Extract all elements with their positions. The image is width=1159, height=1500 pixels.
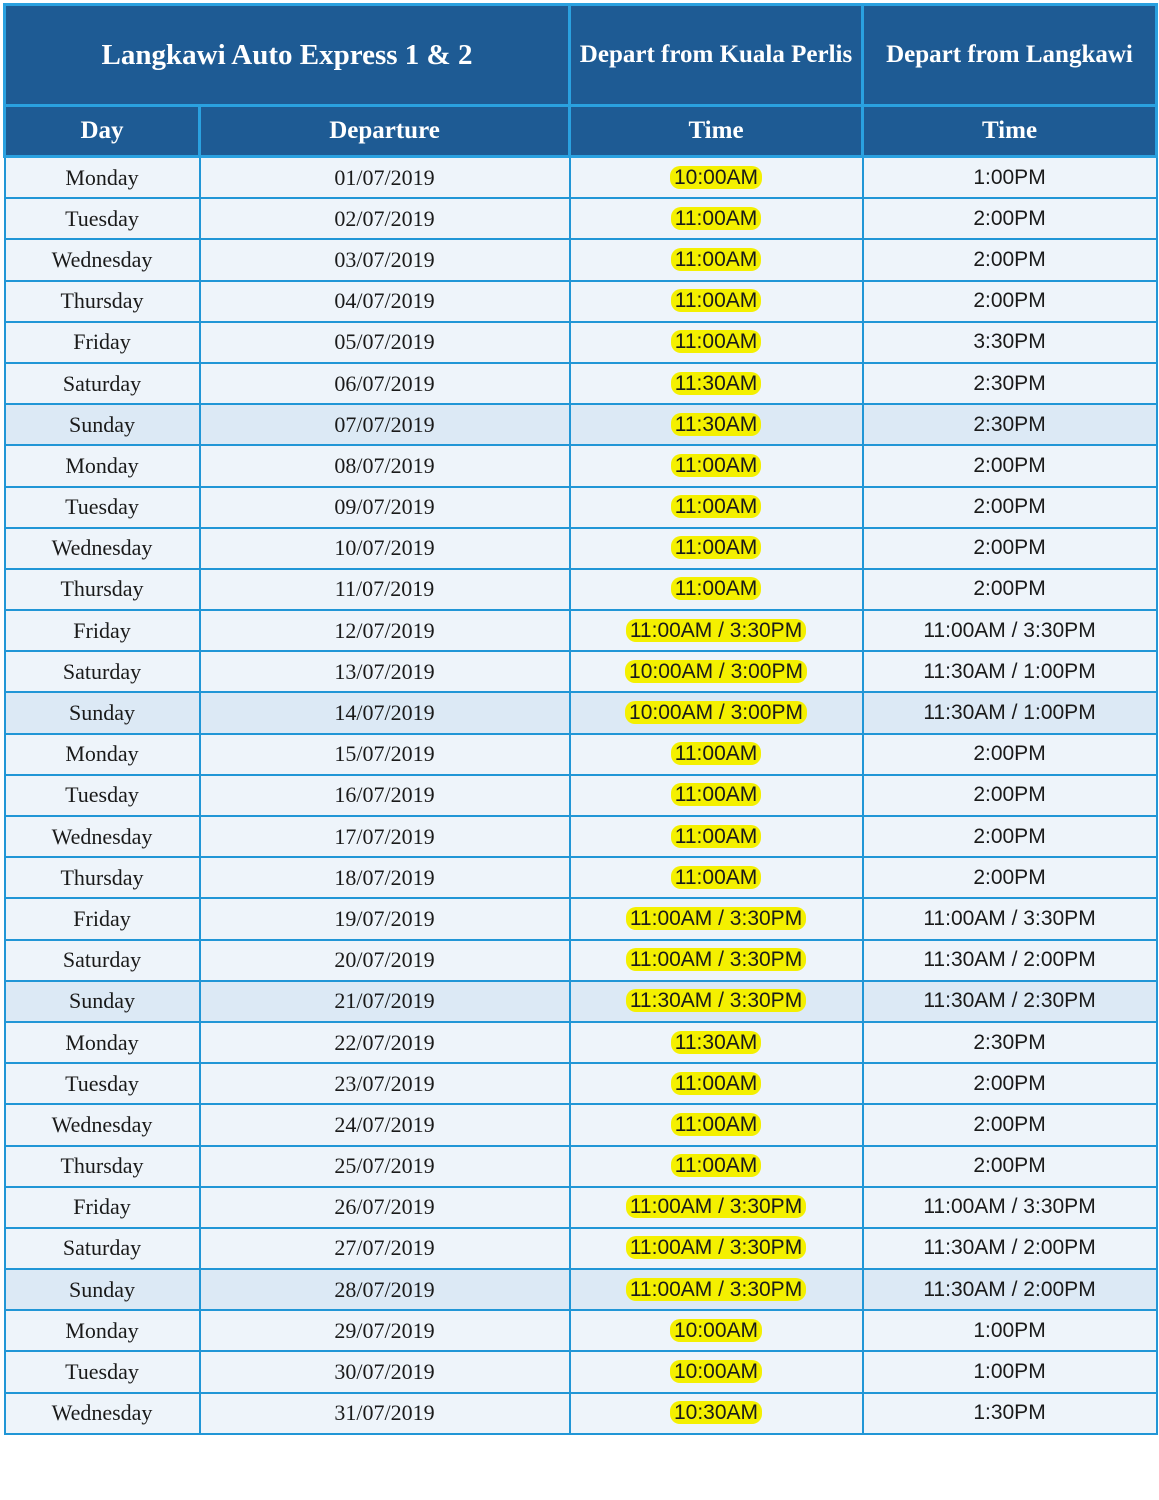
- highlighted-time: 10:30AM: [670, 1401, 762, 1424]
- table-row: [5, 734, 1157, 775]
- kuala-perlis-time-cell: [570, 651, 863, 692]
- kuala-perlis-time-cell: [570, 198, 863, 239]
- table-row: [5, 857, 1157, 898]
- kuala-perlis-time-cell: [570, 322, 863, 363]
- highlighted-time: 11:00AM: [671, 1072, 762, 1095]
- kuala-perlis-time-cell: [570, 940, 863, 981]
- departure-date-cell: 03/07/2019: [200, 239, 570, 280]
- langkawi-time-cell: 2:00PM: [863, 198, 1157, 239]
- kuala-perlis-time-cell: [570, 1228, 863, 1269]
- day-cell: Monday: [5, 157, 200, 199]
- departure-date-cell: 30/07/2019: [200, 1351, 570, 1392]
- table-row: [5, 569, 1157, 610]
- kuala-perlis-time-cell: [570, 281, 863, 322]
- departure-date-cell: 02/07/2019: [200, 198, 570, 239]
- departure-date-cell: 26/07/2019: [200, 1187, 570, 1228]
- kuala-perlis-time-header: Time: [570, 106, 863, 157]
- day-column-header: Day: [5, 106, 200, 157]
- day-cell: Tuesday: [5, 775, 200, 816]
- departure-date-cell: 24/07/2019: [200, 1104, 570, 1145]
- table-row: [5, 1063, 1157, 1104]
- schedule-body: [5, 157, 1157, 1434]
- departure-date-cell: 10/07/2019: [200, 528, 570, 569]
- kuala-perlis-time-cell: [570, 445, 863, 486]
- langkawi-time-cell: 11:00AM / 3:30PM: [863, 898, 1157, 939]
- highlighted-time: 11:00AM / 3:30PM: [626, 619, 806, 642]
- highlighted-time: 11:30AM: [671, 413, 762, 436]
- highlighted-time: 11:00AM: [671, 454, 762, 477]
- kuala-perlis-time-cell: [570, 692, 863, 733]
- day-cell: Tuesday: [5, 1063, 200, 1104]
- departure-date-cell: 06/07/2019: [200, 363, 570, 404]
- langkawi-time-cell: 11:30AM / 1:00PM: [863, 651, 1157, 692]
- table-row: [5, 651, 1157, 692]
- langkawi-time-header: Time: [863, 106, 1157, 157]
- departure-date-cell: 28/07/2019: [200, 1269, 570, 1310]
- langkawi-time-cell: 2:00PM: [863, 816, 1157, 857]
- kuala-perlis-time-cell: [570, 1269, 863, 1310]
- day-cell: Wednesday: [5, 816, 200, 857]
- departure-date-cell: 31/07/2019: [200, 1393, 570, 1434]
- kuala-perlis-time-cell: [570, 1022, 863, 1063]
- langkawi-time-cell: 11:00AM / 3:30PM: [863, 610, 1157, 651]
- langkawi-time-cell: 3:30PM: [863, 322, 1157, 363]
- kuala-perlis-time-cell: [570, 1146, 863, 1187]
- kuala-perlis-time-cell: [570, 157, 863, 199]
- departure-date-cell: 13/07/2019: [200, 651, 570, 692]
- langkawi-time-cell: 1:00PM: [863, 1310, 1157, 1351]
- highlighted-time: 11:00AM / 3:30PM: [626, 1195, 806, 1218]
- day-cell: Saturday: [5, 363, 200, 404]
- kuala-perlis-time-cell: [570, 1187, 863, 1228]
- langkawi-time-cell: 11:30AM / 2:00PM: [863, 1269, 1157, 1310]
- highlighted-time: 10:00AM / 3:00PM: [625, 701, 807, 724]
- highlighted-time: 11:00AM / 3:30PM: [626, 1278, 806, 1301]
- departure-date-cell: 14/07/2019: [200, 692, 570, 733]
- departure-date-cell: 09/07/2019: [200, 487, 570, 528]
- day-cell: Saturday: [5, 940, 200, 981]
- kuala-perlis-time-cell: [570, 734, 863, 775]
- table-row: [5, 1393, 1157, 1434]
- highlighted-time: 11:00AM: [671, 825, 762, 848]
- kuala-perlis-time-cell: [570, 816, 863, 857]
- langkawi-time-cell: 2:00PM: [863, 569, 1157, 610]
- departure-date-cell: 15/07/2019: [200, 734, 570, 775]
- highlighted-time: 11:30AM / 3:30PM: [626, 989, 806, 1012]
- departure-date-cell: 01/07/2019: [200, 157, 570, 199]
- langkawi-time-cell: 2:00PM: [863, 445, 1157, 486]
- departure-date-cell: 23/07/2019: [200, 1063, 570, 1104]
- departure-column-header: Departure: [200, 106, 570, 157]
- langkawi-time-cell: 2:00PM: [863, 239, 1157, 280]
- kuala-perlis-time-cell: [570, 528, 863, 569]
- departure-date-cell: 16/07/2019: [200, 775, 570, 816]
- departure-date-cell: 27/07/2019: [200, 1228, 570, 1269]
- highlighted-time: 10:00AM: [670, 166, 762, 189]
- table-row: [5, 1022, 1157, 1063]
- langkawi-time-cell: 2:30PM: [863, 404, 1157, 445]
- highlighted-time: 11:00AM: [671, 207, 762, 230]
- kuala-perlis-time-cell: [570, 1351, 863, 1392]
- highlighted-time: 11:00AM: [671, 248, 762, 271]
- highlighted-time: 11:00AM: [671, 536, 762, 559]
- table-row: [5, 198, 1157, 239]
- table-row: [5, 1187, 1157, 1228]
- day-cell: Monday: [5, 1310, 200, 1351]
- kuala-perlis-time-cell: [570, 1393, 863, 1434]
- day-cell: Sunday: [5, 1269, 200, 1310]
- day-cell: Wednesday: [5, 239, 200, 280]
- langkawi-time-cell: 2:00PM: [863, 1104, 1157, 1145]
- departure-date-cell: 18/07/2019: [200, 857, 570, 898]
- table-row: [5, 610, 1157, 651]
- departure-date-cell: 20/07/2019: [200, 940, 570, 981]
- depart-kuala-perlis-heading: Depart from Kuala Perlis: [570, 5, 863, 106]
- langkawi-time-cell: 2:00PM: [863, 281, 1157, 322]
- highlighted-time: 10:00AM: [670, 1319, 762, 1342]
- highlighted-time: 11:00AM: [671, 495, 762, 518]
- table-row: [5, 363, 1157, 404]
- departure-date-cell: 22/07/2019: [200, 1022, 570, 1063]
- day-cell: Monday: [5, 445, 200, 486]
- highlighted-time: 11:00AM / 3:30PM: [626, 948, 806, 971]
- table-row: [5, 775, 1157, 816]
- kuala-perlis-time-cell: [570, 363, 863, 404]
- table-row: [5, 981, 1157, 1022]
- table-row: [5, 239, 1157, 280]
- departure-date-cell: 07/07/2019: [200, 404, 570, 445]
- header-row-sub: [5, 106, 1157, 157]
- day-cell: Tuesday: [5, 1351, 200, 1392]
- langkawi-time-cell: 11:30AM / 2:00PM: [863, 1228, 1157, 1269]
- kuala-perlis-time-cell: [570, 239, 863, 280]
- departure-date-cell: 25/07/2019: [200, 1146, 570, 1187]
- langkawi-time-cell: 2:00PM: [863, 487, 1157, 528]
- departure-date-cell: 17/07/2019: [200, 816, 570, 857]
- kuala-perlis-time-cell: [570, 981, 863, 1022]
- kuala-perlis-time-cell: [570, 1310, 863, 1351]
- highlighted-time: 11:00AM: [671, 1113, 762, 1136]
- highlighted-time: 11:00AM / 3:30PM: [626, 1236, 806, 1259]
- langkawi-time-cell: 11:30AM / 2:00PM: [863, 940, 1157, 981]
- table-header: [5, 5, 1157, 157]
- langkawi-time-cell: 2:00PM: [863, 1146, 1157, 1187]
- day-cell: Tuesday: [5, 198, 200, 239]
- day-cell: Friday: [5, 610, 200, 651]
- table-row: [5, 692, 1157, 733]
- highlighted-time: 11:00AM: [671, 866, 762, 889]
- departure-date-cell: 04/07/2019: [200, 281, 570, 322]
- langkawi-time-cell: 2:00PM: [863, 1063, 1157, 1104]
- highlighted-time: 11:00AM: [671, 783, 762, 806]
- day-cell: Sunday: [5, 404, 200, 445]
- kuala-perlis-time-cell: [570, 1063, 863, 1104]
- kuala-perlis-time-cell: [570, 610, 863, 651]
- day-cell: Thursday: [5, 569, 200, 610]
- table-row: [5, 1228, 1157, 1269]
- langkawi-time-cell: 1:30PM: [863, 1393, 1157, 1434]
- day-cell: Tuesday: [5, 487, 200, 528]
- langkawi-time-cell: 11:00AM / 3:30PM: [863, 1187, 1157, 1228]
- ferry-service-title: Langkawi Auto Express 1 & 2: [5, 5, 570, 106]
- table-row: [5, 1104, 1157, 1145]
- table-row: [5, 157, 1157, 199]
- day-cell: Saturday: [5, 651, 200, 692]
- highlighted-time: 10:00AM / 3:00PM: [625, 660, 807, 683]
- departure-date-cell: 29/07/2019: [200, 1310, 570, 1351]
- table-row: [5, 1269, 1157, 1310]
- kuala-perlis-time-cell: [570, 857, 863, 898]
- table-row: [5, 816, 1157, 857]
- highlighted-time: 11:00AM: [671, 742, 762, 765]
- table-row: [5, 1146, 1157, 1187]
- table-row: [5, 940, 1157, 981]
- day-cell: Wednesday: [5, 1104, 200, 1145]
- highlighted-time: 11:00AM: [671, 1154, 762, 1177]
- departure-date-cell: 05/07/2019: [200, 322, 570, 363]
- departure-date-cell: 21/07/2019: [200, 981, 570, 1022]
- langkawi-time-cell: 2:30PM: [863, 363, 1157, 404]
- departure-date-cell: 11/07/2019: [200, 569, 570, 610]
- highlighted-time: 11:00AM: [671, 330, 762, 353]
- langkawi-time-cell: 11:30AM / 1:00PM: [863, 692, 1157, 733]
- departure-date-cell: 12/07/2019: [200, 610, 570, 651]
- table-row: [5, 487, 1157, 528]
- day-cell: Thursday: [5, 857, 200, 898]
- highlighted-time: 11:00AM / 3:30PM: [626, 907, 806, 930]
- highlighted-time: 11:30AM: [671, 1031, 762, 1054]
- langkawi-time-cell: 2:30PM: [863, 1022, 1157, 1063]
- day-cell: Monday: [5, 734, 200, 775]
- kuala-perlis-time-cell: [570, 569, 863, 610]
- departure-date-cell: 08/07/2019: [200, 445, 570, 486]
- highlighted-time: 10:00AM: [670, 1360, 762, 1383]
- langkawi-time-cell: 11:30AM / 2:30PM: [863, 981, 1157, 1022]
- header-row-top: [5, 5, 1157, 106]
- langkawi-time-cell: 2:00PM: [863, 528, 1157, 569]
- table-row: [5, 1351, 1157, 1392]
- kuala-perlis-time-cell: [570, 1104, 863, 1145]
- langkawi-time-cell: 1:00PM: [863, 1351, 1157, 1392]
- table-row: [5, 528, 1157, 569]
- table-row: [5, 322, 1157, 363]
- day-cell: Friday: [5, 898, 200, 939]
- day-cell: Sunday: [5, 692, 200, 733]
- kuala-perlis-time-cell: [570, 487, 863, 528]
- table-row: [5, 1310, 1157, 1351]
- day-cell: Sunday: [5, 981, 200, 1022]
- table-row: [5, 281, 1157, 322]
- day-cell: Saturday: [5, 1228, 200, 1269]
- kuala-perlis-time-cell: [570, 898, 863, 939]
- day-cell: Friday: [5, 322, 200, 363]
- langkawi-time-cell: 2:00PM: [863, 857, 1157, 898]
- day-cell: Wednesday: [5, 1393, 200, 1434]
- highlighted-time: 11:30AM: [671, 372, 762, 395]
- table-row: [5, 898, 1157, 939]
- day-cell: Thursday: [5, 1146, 200, 1187]
- day-cell: Thursday: [5, 281, 200, 322]
- highlighted-time: 11:00AM: [671, 289, 762, 312]
- day-cell: Friday: [5, 1187, 200, 1228]
- depart-langkawi-heading: Depart from Langkawi: [863, 5, 1157, 106]
- departure-date-cell: 19/07/2019: [200, 898, 570, 939]
- highlighted-time: 11:00AM: [671, 577, 762, 600]
- ferry-schedule-table: [3, 3, 1158, 1435]
- langkawi-time-cell: 2:00PM: [863, 775, 1157, 816]
- langkawi-time-cell: 2:00PM: [863, 734, 1157, 775]
- langkawi-time-cell: 1:00PM: [863, 157, 1157, 199]
- table-row: [5, 404, 1157, 445]
- day-cell: Wednesday: [5, 528, 200, 569]
- kuala-perlis-time-cell: [570, 404, 863, 445]
- day-cell: Monday: [5, 1022, 200, 1063]
- table-row: [5, 445, 1157, 486]
- kuala-perlis-time-cell: [570, 775, 863, 816]
